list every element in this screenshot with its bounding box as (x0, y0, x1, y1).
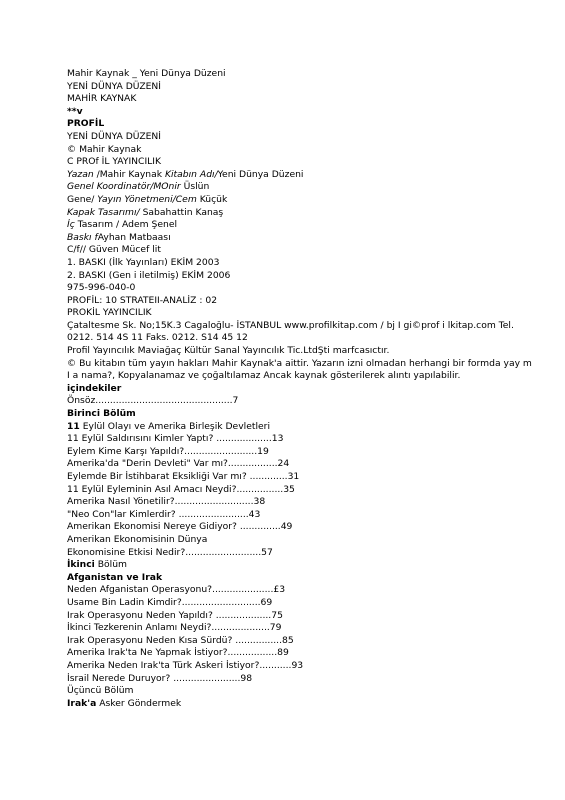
part1-title-text: Birinci Bölüm (67, 408, 136, 420)
toc-entry: 11 Eylül Eyleminin Asıl Amacı Neydi?................35 (67, 483, 295, 495)
credit-kapak (67, 207, 537, 220)
genel-label: Genel Koordinatör/MOnir (67, 181, 181, 193)
mark-text: **v (67, 105, 83, 117)
toc-entry: Amerika Nasıl Yönetilir?...........................38 (67, 496, 266, 508)
part2-title-bold: İkinci (67, 559, 95, 571)
isbn: 975-996-040-0 (67, 282, 136, 294)
part3-subtitle (67, 698, 537, 711)
toc-heading-text: içindekiler (67, 382, 122, 394)
part2-title (67, 559, 537, 572)
part3-sub-bold: Irak'a (67, 697, 97, 709)
profil-heading (67, 118, 537, 131)
publisher-line: C PROf İL YAYINCILIK (67, 156, 162, 168)
part1-sub-bold: 11 (67, 420, 80, 432)
address-paragraph: Çataltesme Sk. No;15K.3 Cagaloğlu- İSTANBUL www.profilkitap.com / bj I gi©prof i lkitap.com Tel. 0212. 514 4S 11 Faks. 0212. S14 45 12 (67, 319, 514, 344)
ic-label: İç (67, 219, 75, 231)
toc-entry: Eylemde Bir İstihbarat Eksikliği Var mı? .............31 (67, 471, 300, 482)
part3-sub-rest: Asker Göndermek (96, 697, 182, 709)
yayin-value: Küçük (196, 193, 228, 205)
toc-entry: Neden Afganistan Operasyonu?.....................£3 (67, 584, 286, 596)
credit-genel (67, 181, 537, 194)
gene-prefix: Gene/ (67, 193, 98, 205)
credit-cilt: C/f// Güven Mücef lit (67, 244, 161, 256)
header-line-3: MAHİR KAYNAK (67, 93, 137, 105)
toc-entry: Usame Bin Ladin Kimdir?...........................69 (67, 596, 273, 608)
toc-entry: Irak Operasyonu Neden Yapıldı? ...................75 (67, 609, 283, 621)
part1-subtitle (67, 421, 537, 434)
toc-entry: Amerika Irak'ta Ne Yapmak İstiyor?.................89 (67, 647, 289, 659)
yazan-value: /Mahir Kaynak (93, 168, 165, 180)
baski-value: Ayhan Matbaası (97, 231, 171, 243)
part3-title: Üçüncü Bölüm (67, 685, 134, 697)
toc-entry: Ekonomisine Etkisi Nedir?..........................57 (67, 546, 273, 558)
decorative-mark (67, 106, 537, 119)
toc-entry: Eylem Kime Karşı Yapıldı?.........................19 (67, 445, 269, 457)
part2-title-rest: Bölüm (94, 559, 127, 571)
credit-ic (67, 219, 537, 232)
toc-entry: Irak Operasyonu Neden Kısa Sürdü? ................85 (67, 634, 294, 646)
profil-text: PROFİL (67, 118, 105, 130)
kapak-value: Sabahattin Kanaş (139, 206, 224, 218)
credit-yazan (67, 169, 537, 182)
edition-1: 1. BASKI (İlk Yayınları) EKİM 2003 (67, 256, 220, 268)
part2-sub-text: Afganistan ve Irak (67, 571, 163, 583)
yayin-label: Yayın Yönetmeni/Cem (97, 193, 197, 205)
kitap-label: Kitabın Adı/ (164, 168, 218, 180)
kitap-value: Yeni Dünya Düzeni (217, 168, 304, 180)
genel-value: Üslün (180, 181, 210, 193)
toc-heading (67, 383, 537, 396)
credit-baski (67, 232, 537, 245)
toc-entry: İkinci Tezkerenin Anlamı Neydi?....................79 (67, 622, 282, 634)
rights-paragraph: © Bu kitabın tüm yayın hakları Mahir Kaynak'a aittir. Yazarın izni olmadan herhangi bir formda yay m I a nama?, Kopyalanamaz ve çoğaltılamaz Ancak kaynak gösterilerek alıntı yapılabilir. (67, 357, 532, 382)
toc-entry: Amerikan Ekonomisi Nereye Gidiyor? ..............49 (67, 521, 293, 533)
page-content (67, 68, 537, 710)
toc-entry: Amerika'da "Derin Devleti" Var mı?.................24 (67, 458, 290, 470)
ic-value: Tasarım / Adem Şenel (74, 219, 178, 231)
kapak-label: Kapak Tasarımı/ (67, 206, 140, 218)
edition-2: 2. BASKI (Gen i iletilmiş) EKİM 2006 (67, 269, 231, 281)
toc-entry: "Neo Con"lar Kimlerdir? ........................43 (67, 508, 261, 520)
part1-sub-rest: Eylül Olayı ve Amerika Birleşik Devletleri (79, 420, 270, 432)
title-line: YENİ DÜNYA DÜZENİ (67, 130, 162, 142)
certificate-line: Profil Yayıncılık Maviağaç Kültür Sanal Yayıncılık Tic.LtdŞti marfcasıctır. (67, 345, 390, 357)
header-line-2: YENİ DÜNYA DÜZENİ (67, 80, 162, 92)
copyright-author: © Mahir Kaynak (67, 143, 142, 155)
toc-entry: Amerikan Ekonomisinin Dünya (67, 533, 208, 545)
baski-label: Baskı f (67, 231, 98, 243)
series-line: PROFİL: 10 STRATEII-ANALİZ : 02 (67, 294, 218, 306)
toc-entry: 11 Eylül Saldırısını Kimler Yaptı? ...................13 (67, 433, 284, 445)
part2-subtitle (67, 572, 537, 585)
toc-entry: Amerika Neden Irak'ta Türk Askeri İstiyor?...........93 (67, 659, 304, 671)
credit-yayin (67, 194, 537, 207)
header-line-1: Mahir Kaynak _ Yeni Dünya Düzeni (67, 68, 226, 79)
toc-onsoz: Önsöz...............................................7 (67, 395, 239, 407)
toc-entry: İsrail Nerede Duruyor? .......................98 (67, 672, 253, 684)
yazan-label: Yazan (67, 168, 94, 180)
part1-title (67, 408, 537, 421)
publisher-name: PROKİL YAYINCILIK (67, 307, 152, 319)
